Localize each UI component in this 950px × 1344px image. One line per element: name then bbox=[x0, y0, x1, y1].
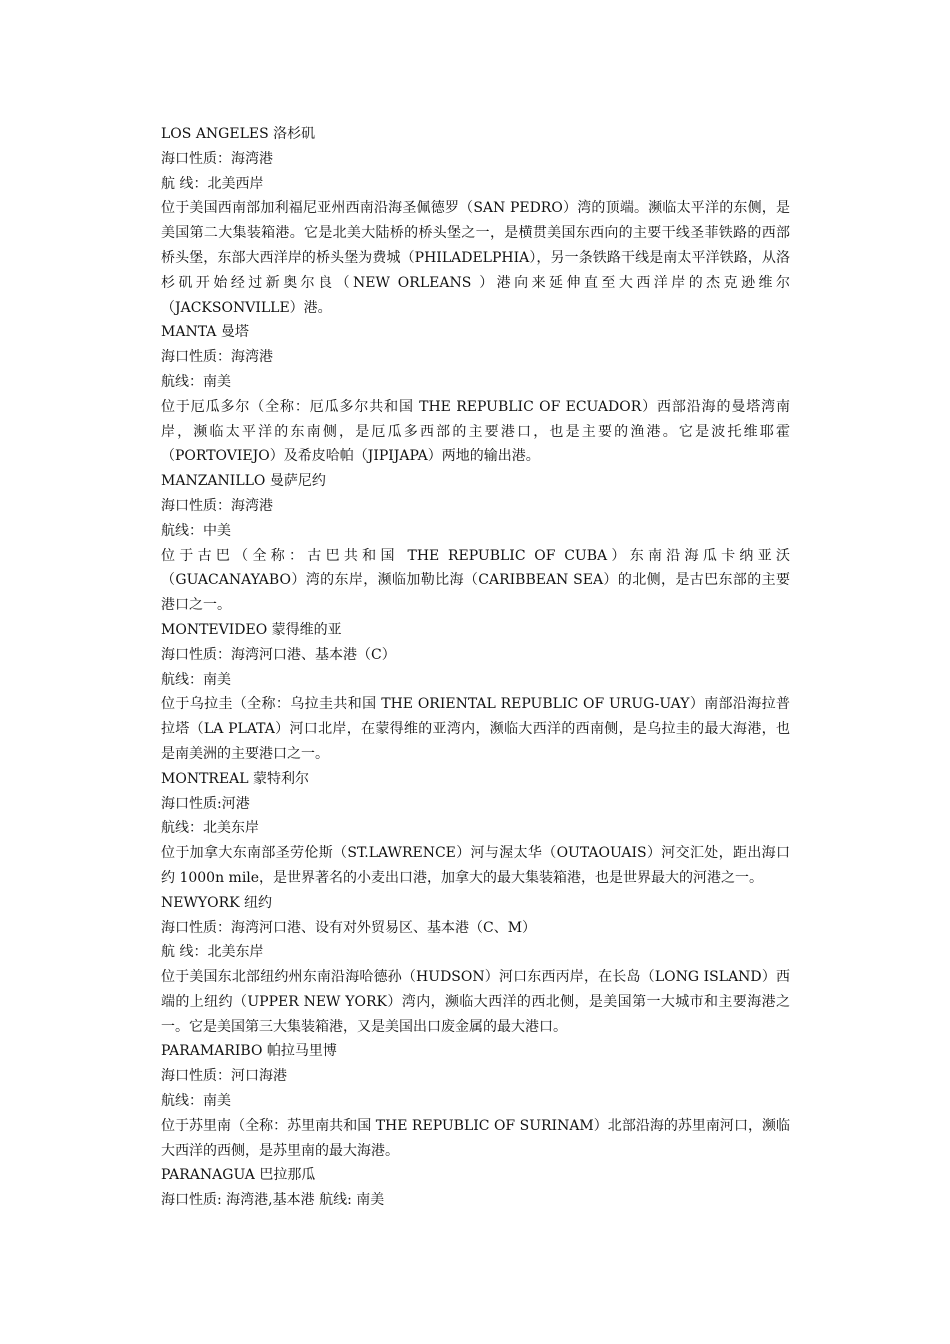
port-title: MONTREAL 蒙特利尔 bbox=[161, 770, 310, 787]
port-title: NEWYORK 纽约 bbox=[161, 894, 273, 911]
port-description: 位于美国东北部纽约州东南沿海哈德孙（HUDSON）河口东西丙岸，在长岛（LONG ISLAND）西端的上纽约（UPPER NEW YORK）湾内，濒临大西洋的西北侧，是美国第一大城市和主要海港之一。它是美国第三大集装箱港，又是美国出口废金属的最大港口。 bbox=[161, 969, 790, 1035]
port-description: 位于苏里南（全称：苏里南共和国 THE REPUBLIC OF SURINAM）北部沿海的苏里南河口，濒临大西洋的西侧，是苏里南的最大海港。 bbox=[161, 1117, 790, 1159]
port-route: 航线：南美 bbox=[161, 1093, 231, 1110]
port-entry-paramaribo bbox=[161, 1039, 790, 1163]
port-title: PARAMARIBO 帕拉马里博 bbox=[161, 1043, 337, 1060]
port-route: 航 线：北美东岸 bbox=[161, 944, 264, 961]
port-nature: 海口性质: 海湾港,基本港 航线: 南美 bbox=[161, 1192, 385, 1209]
port-route: 航线：南美 bbox=[161, 671, 231, 688]
port-title: LOS ANGELES 洛杉矶 bbox=[161, 126, 316, 142]
port-nature: 海口性质：河口海港 bbox=[161, 1068, 287, 1085]
port-entry-manzanillo bbox=[161, 469, 790, 618]
port-nature: 海口性质：海湾港 bbox=[161, 150, 273, 167]
port-title: MANZANILLO 曼萨尼约 bbox=[161, 473, 326, 490]
port-entry-los-angeles bbox=[161, 122, 790, 320]
port-route: 航 线：北美西岸 bbox=[161, 175, 264, 192]
port-entry-montevideo bbox=[161, 618, 790, 767]
port-entry-manta bbox=[161, 320, 790, 469]
port-description: 位于乌拉圭（全称：乌拉圭共和国 THE ORIENTAL REPUBLIC OF URUG-UAY）南部沿海拉普拉塔（LA PLATA）河口北岸，在蒙得维的亚湾内，濒临大西洋的西南侧，是乌拉圭的最大海港，也是南美洲的主要港口之一。 bbox=[161, 696, 790, 762]
port-nature: 海口性质:河港 bbox=[161, 795, 250, 812]
port-route: 航线：南美 bbox=[161, 373, 231, 390]
port-nature: 海口性质：海湾河口港、设有对外贸易区、基本港（C、M） bbox=[161, 919, 537, 936]
port-entry-montreal bbox=[161, 767, 790, 891]
port-route: 航线：中美 bbox=[161, 522, 231, 539]
port-description: 位于厄瓜多尔（全称：厄瓜多尔共和国 THE REPUBLIC OF ECUADOR）西部沿海的曼塔湾南岸，濒临太平洋的东南侧，是厄瓜多西部的主要港口，也是主要的渔港。它是波托维耶霍（PORTOVIEJO）及希皮哈帕（JIPIJAPA）两地的输出港。 bbox=[161, 398, 790, 465]
port-entry-paranagua bbox=[161, 1163, 790, 1213]
port-description: 位于加拿大东南部圣劳伦斯（ST.LAWRENCE）河与渥太华（OUTAOUAIS）河交汇处，距出海口约 1000n mile，是世界著名的小麦出口港，加拿大的最大集装箱港，也是世界最大的河港之一。 bbox=[161, 845, 790, 886]
port-title: MANTA 曼塔 bbox=[161, 324, 249, 341]
port-nature: 海口性质：海湾港 bbox=[161, 349, 273, 366]
port-entry-newyork bbox=[161, 891, 790, 1040]
port-description: 位于古巴（全称：古巴共和国 THE REPUBLIC OF CUBA）东南沿海瓜卡纳亚沃（GUACANAYABO）湾的东岸，濒临加勒比海（CARIBBEAN SEA）的北侧，是古巴东部的主要港口之一。 bbox=[161, 547, 790, 614]
port-title: PARANAGUA 巴拉那瓜 bbox=[161, 1167, 316, 1184]
port-nature: 海口性质：海湾河口港、基本港（C） bbox=[161, 646, 396, 663]
document-page bbox=[161, 122, 790, 1213]
port-description: 位于美国西南部加利福尼亚州西南沿海圣佩德罗（SAN PEDRO）湾的顶端。濒临太平洋的东侧，是美国第二大集装箱港。它是北美大陆桥的桥头堡之一，是横贯美国东西向的主要干线圣菲铁路的西部桥头堡，东部大西洋岸的桥头堡为费城（PHILADELPHIA），另一条铁路干线是南太平洋铁路，从洛杉矶开始经过新奥尔良（NEW ORLEANS ）港向来延伸直至大西洋岸的杰克逊维尔（JACKSONVILLE）港。 bbox=[161, 200, 790, 316]
port-route: 航线：北美东岸 bbox=[161, 820, 259, 837]
port-nature: 海口性质：海湾港 bbox=[161, 497, 273, 514]
port-title: MONTEVIDEO 蒙得维的亚 bbox=[161, 621, 342, 638]
